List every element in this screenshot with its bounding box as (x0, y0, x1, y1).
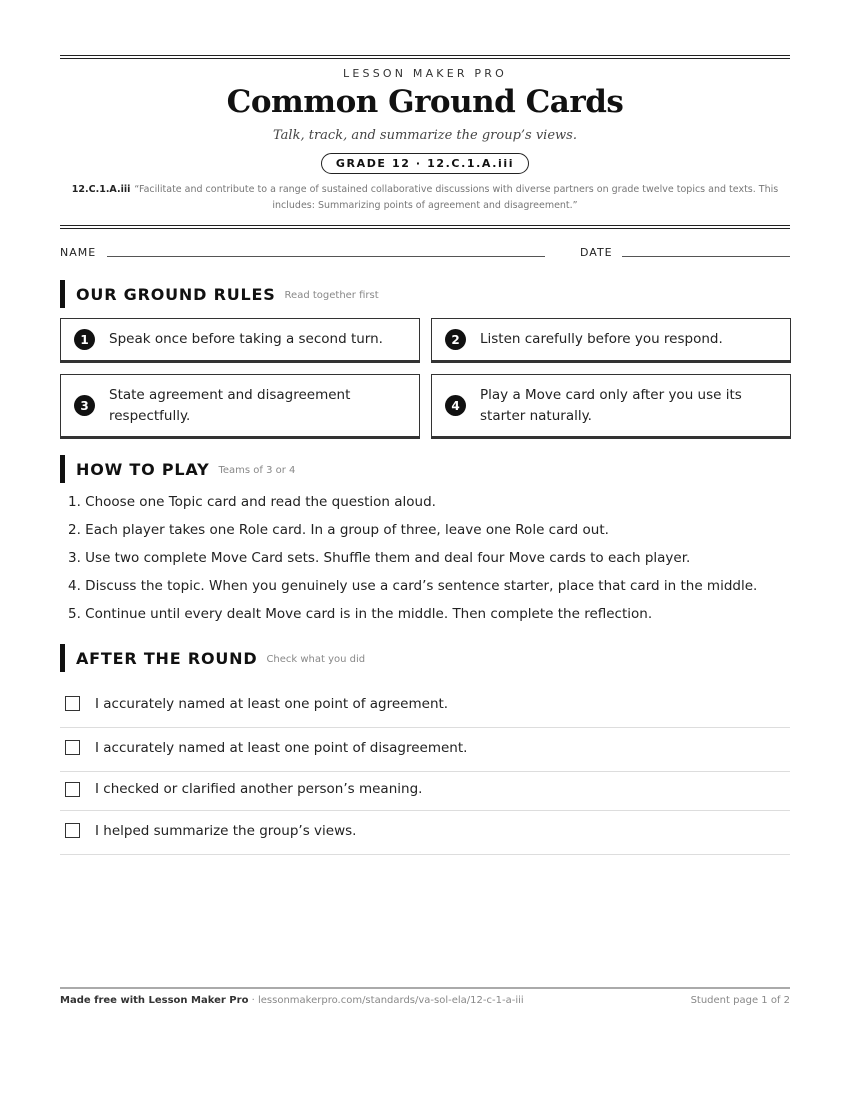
name-field[interactable] (107, 256, 545, 257)
checklist-item (60, 684, 790, 728)
grade-badge-wrap (60, 152, 790, 174)
rule-card-1 (60, 318, 420, 363)
ground-rules-title: OUR GROUND RULES (76, 284, 276, 304)
after-round-title: AFTER THE ROUND (76, 648, 258, 668)
checkbox[interactable] (65, 696, 80, 711)
checklist-text: I helped summarize the group’s views. (95, 822, 357, 839)
standard-text: “Facilitate and contribute to a range of sustained collaborative discussions with diverse partners on grade twelve topics and texts. This includes: Summarizing points of agreement and disagreement.” (134, 184, 779, 211)
rule-text: Play a Move card only after you use its starter naturally. (480, 386, 742, 424)
rule-number-badge: 1 (74, 329, 95, 350)
section-accent-bar (60, 644, 65, 672)
checklist-item (60, 728, 790, 772)
rule-text: Listen carefully before you respond. (480, 331, 723, 347)
checklist-item (60, 772, 790, 811)
step-item: 1. Choose one Topic card and read the question aloud. (68, 494, 436, 510)
standard-code: 12.C.1.A.iii (71, 184, 131, 195)
name-label: NAME (60, 246, 97, 259)
how-to-play-note: Teams of 3 or 4 (218, 465, 296, 476)
worksheet-page (60, 0, 790, 1100)
date-label: DATE (580, 246, 613, 259)
how-to-play-header (60, 455, 295, 483)
after-round-header (60, 644, 365, 672)
rule-card-4 (431, 374, 791, 439)
footer-credit (60, 995, 524, 1006)
grade-badge: GRADE 12 · 12.C.1.A.iii (321, 153, 529, 174)
checkbox[interactable] (65, 782, 80, 797)
standard-statement (60, 182, 790, 214)
checklist-text: I accurately named at least one point of disagreement. (95, 739, 468, 756)
rule-text: State agreement and disagreement respectfully. (109, 386, 351, 424)
footer-page-number: Student page 1 of 2 (690, 995, 790, 1006)
checklist-text: I accurately named at least one point of agreement. (95, 695, 449, 712)
rule-card-2 (431, 318, 791, 363)
footer-rule (60, 987, 790, 989)
page-title: Common Ground Cards (226, 84, 624, 120)
section-accent-bar (60, 455, 65, 483)
rule-card-3 (60, 374, 420, 439)
checkbox[interactable] (65, 823, 80, 838)
ground-rules-note: Read together first (284, 290, 379, 301)
rule-number-badge: 4 (445, 395, 466, 416)
checkbox[interactable] (65, 740, 80, 755)
rule-number-badge: 3 (74, 395, 95, 416)
section-accent-bar (60, 280, 65, 308)
checklist-item (60, 811, 790, 855)
rule-text: Speak once before taking a second turn. (109, 331, 383, 347)
step-item: 3. Use two complete Move Card sets. Shuffle them and deal four Move cards to each player. (68, 550, 691, 566)
how-to-play-steps (60, 490, 790, 630)
step-item: 2. Each player takes one Role card. In a group of three, leave one Role card out. (68, 522, 609, 538)
footer-url[interactable]: · lessonmakerpro.com/standards/va-sol-ela/12-c-1-a-iii (248, 995, 524, 1006)
ground-rules-header (60, 280, 379, 308)
step-item: 4. Discuss the topic. When you genuinely use a card’s sentence starter, place that card in the middle. (68, 578, 758, 594)
checklist-text: I checked or clarified another person’s meaning. (95, 781, 423, 797)
header-bottom-rule (60, 225, 790, 229)
page-subtitle: Talk, track, and summarize the group’s views. (273, 128, 577, 143)
after-round-note: Check what you did (266, 654, 366, 665)
how-to-play-title: HOW TO PLAY (76, 459, 210, 479)
footer-made-with: Made free with Lesson Maker Pro (60, 995, 249, 1006)
header-top-rule (60, 55, 790, 59)
date-field[interactable] (622, 256, 790, 257)
step-item: 5. Continue until every dealt Move card is in the middle. Then complete the reflection. (68, 606, 653, 622)
rule-number-badge: 2 (445, 329, 466, 350)
brand-name: LESSON MAKER PRO (343, 67, 507, 80)
